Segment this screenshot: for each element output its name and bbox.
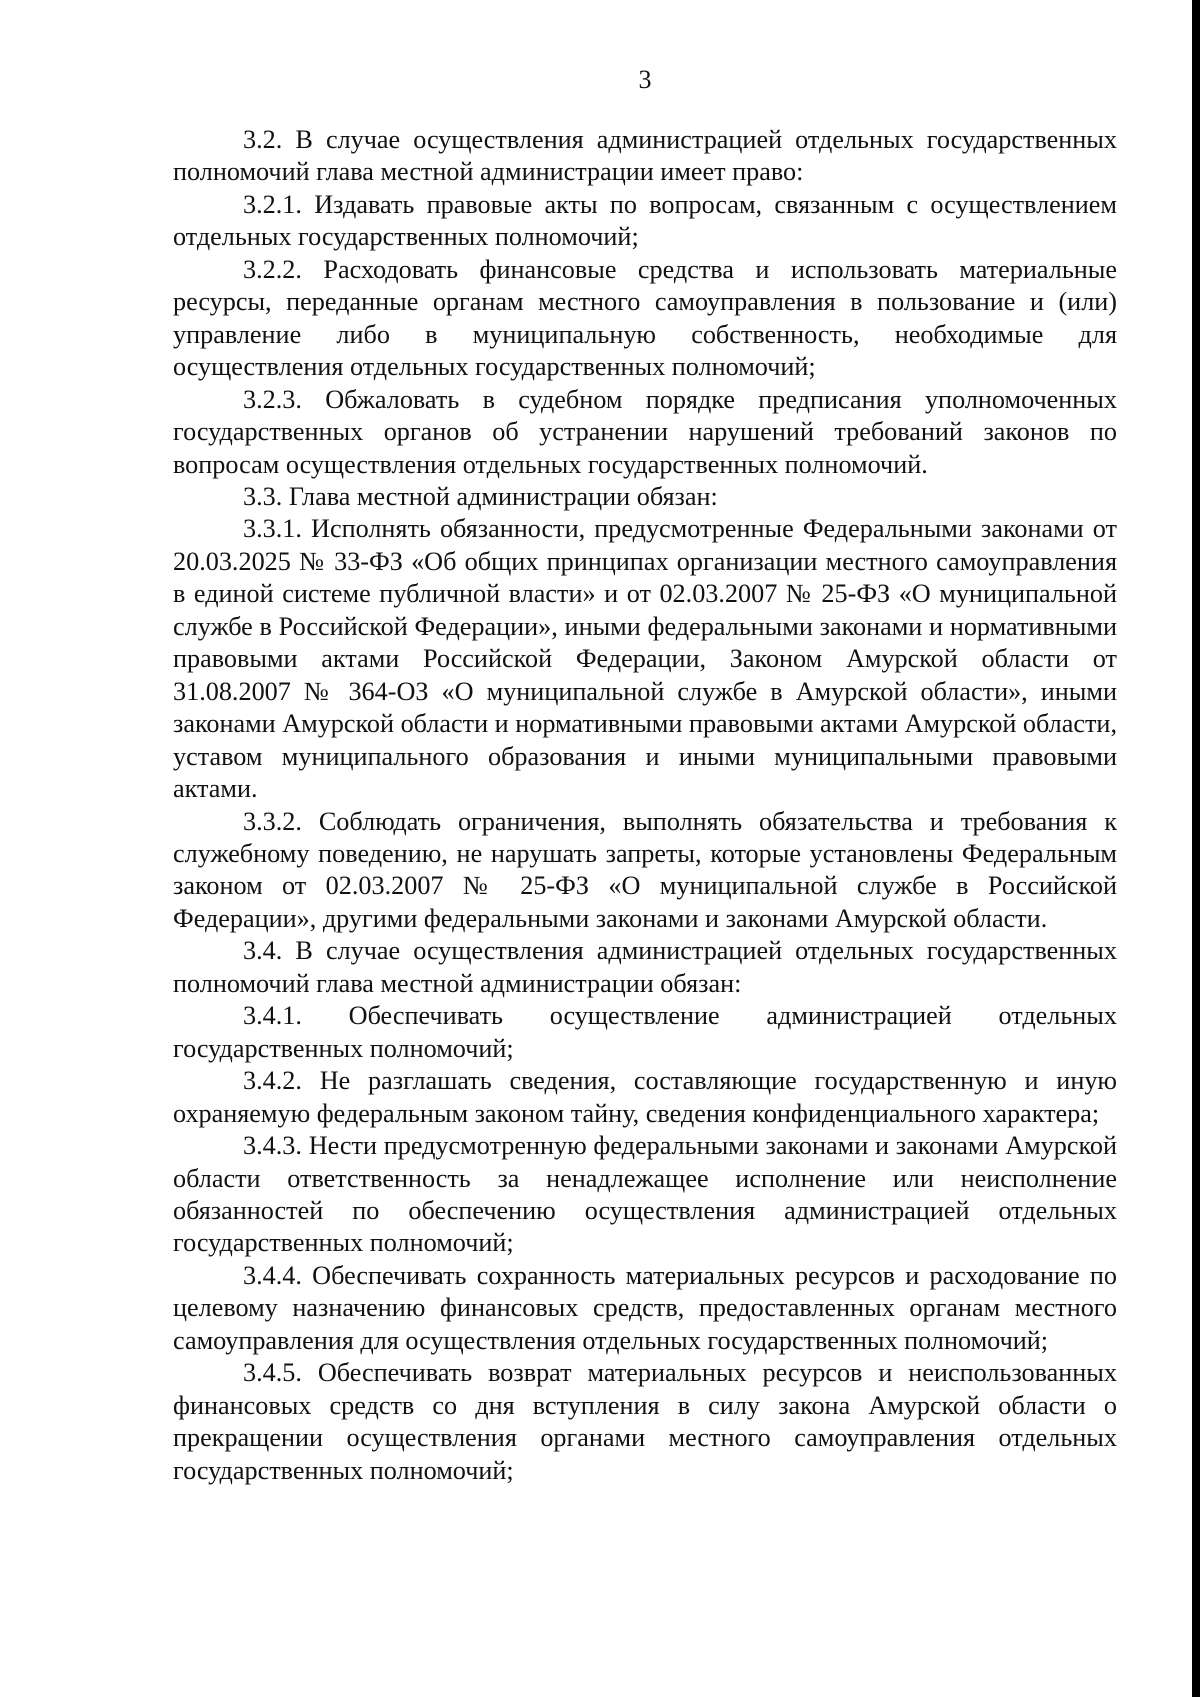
paragraph-3-4-3: 3.4.3. Нести предусмотренную федеральными законами и законами Амурской области ответственность за ненадлежащее исполнение или неисполнение обязанностей по обеспечению осуществления администрацией отдельных государственных полномочий; (173, 1131, 1117, 1258)
paragraph-3-2-3: 3.2.3. Обжаловать в судебном порядке предписания уполномоченных государственных органов об устранении нарушений требований законов по вопросам осуществления отдельных государственных полномочий. (173, 384, 1117, 479)
paragraph-3-2-2: 3.2.2. Расходовать финансовые средства и использовать материальные ресурсы, переданные органам местного самоуправления в пользование и (или) управление либо в муниципальную собственность, необходимые для осуществления отдельных государственных полномочий; (173, 254, 1117, 382)
paragraph-3-3-1: 3.3.1. Исполнять обязанности, предусмотренные Федеральными законами от 20.03.2025 № 33-ФЗ «Об общих принципах организации местного самоуправления в единой системе публичной власти» и от 02.03.2007 № 25-ФЗ «О муниципальной службе в Российской Федерации», иными федеральными законами и нормативными правовыми актами Российской Федерации, Законом Амурской области от 31.08.2007 № 364-ОЗ «О муниципальной службе в Амурской области», иными законами Амурской области и нормативными правовыми актами Амурской области, уставом муниципального образования и иными муниципальными правовыми актами. (173, 514, 1117, 804)
paragraph-3-3-2: 3.3.2. Соблюдать ограничения, выполнять обязательства и требования к служебному поведению, не нарушать запреты, которые установлены Федеральным законом от 02.03.2007 № 25-ФЗ «О муниципальной службе в Российской Федерации», другими федеральными законами и законами Амурской области. (173, 806, 1117, 933)
paragraph-3-4-1: 3.4.1. Обеспечивать осуществление администрацией отдельных государственных полномочий; (173, 1001, 1117, 1063)
paragraph-3-4-5: 3.4.5. Обеспечивать возврат материальных ресурсов и неиспользованных финансовых средств со дня вступления в силу закона Амурской области о прекращении осуществления органами местного самоуправления отдельных государственных полномочий; (173, 1358, 1117, 1485)
document-body (173, 124, 1117, 1487)
scan-right-edge (1192, 0, 1200, 1697)
paragraph-3-3: 3.3. Глава местной администрации обязан: (243, 481, 718, 511)
paragraph-3-2-1: 3.2.1. Издавать правовые акты по вопросам, связанным с осуществлением отдельных государственных полномочий; (173, 189, 1117, 252)
paragraph-3-4-4: 3.4.4. Обеспечивать сохранность материальных ресурсов и расходование по целевому назначению финансовых средств, предоставленных органам местного самоуправления для осуществления отдельных государственных полномочий; (173, 1260, 1117, 1355)
paragraph-3-2: 3.2. В случае осуществления администрацией отдельных государственных полномочий глава местной администрации имеет право: (173, 125, 1117, 187)
paragraph-3-4: 3.4. В случае осуществления администрацией отдельных государственных полномочий глава местной администрации обязан: (173, 936, 1117, 998)
page-number: 3 (638, 65, 652, 94)
paragraph-3-4-2: 3.4.2. Не разглашать сведения, составляющие государственную и иную охраняемую федеральным законом тайну, сведения конфиденциального характера; (173, 1066, 1117, 1128)
